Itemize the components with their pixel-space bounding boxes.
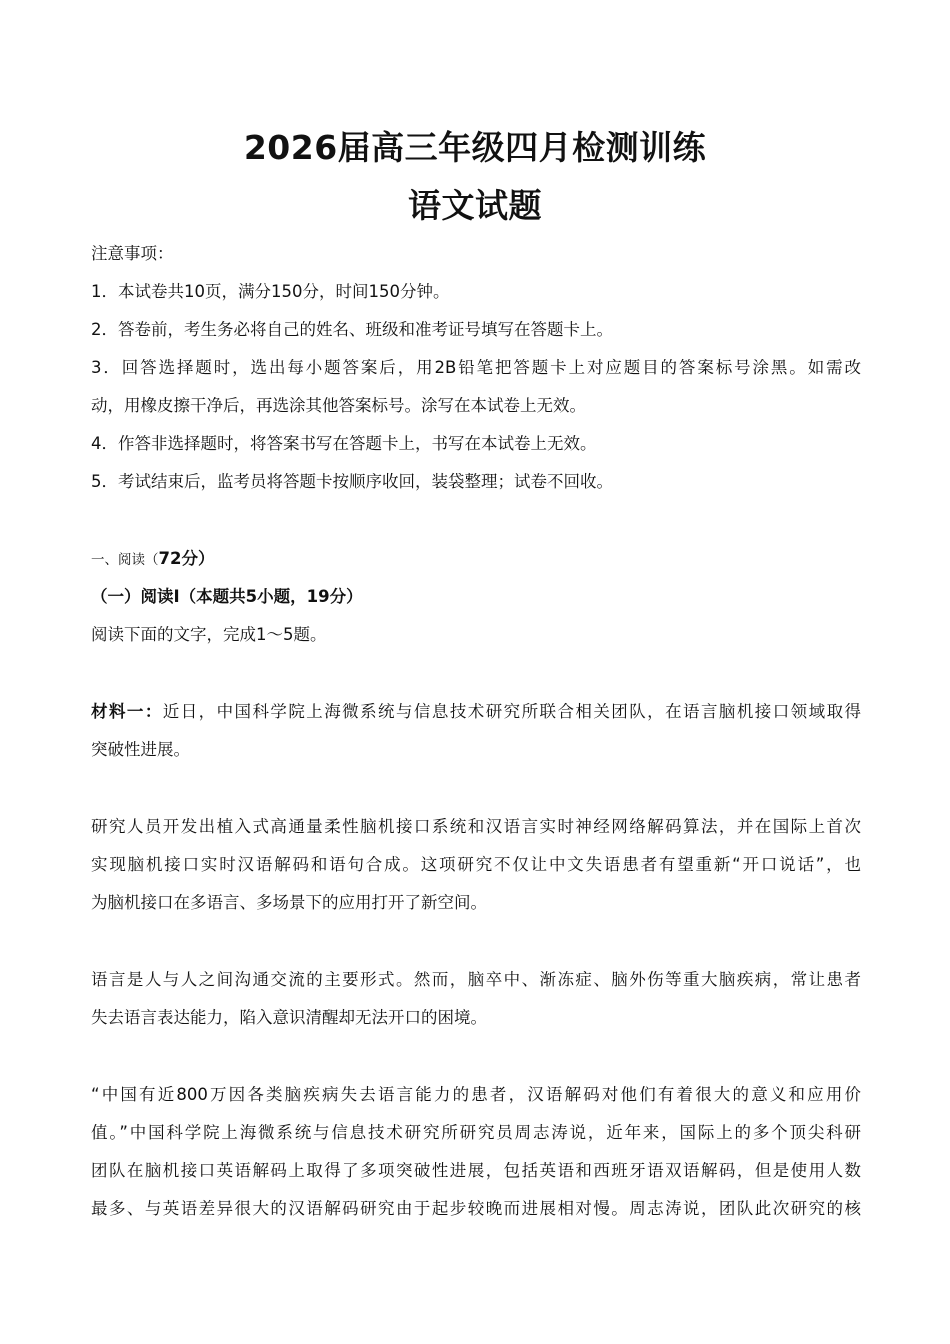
section-points: 72分） bbox=[158, 549, 215, 568]
exam-subject-title: 语文试题 bbox=[408, 186, 542, 225]
material-line: 最多、与英语差异很大的汉语解码研究由于起步较晚而进展相对慢。周志涛说，团队此次研究的核 bbox=[91, 1199, 861, 1218]
section-label: 一、阅读（ bbox=[91, 552, 159, 568]
material-line: 语言是人与人之间沟通交流的主要形式。然而，脑卒中、渐冻症、脑外伤等重大脑疾病，常让患者 bbox=[91, 970, 861, 989]
note-item-5: 5．考试结束后，监考员将答题卡按顺序收回，装袋整理；试卷不回收。 bbox=[91, 472, 613, 491]
note-item-3-continued: 动，用橡皮擦干净后，再选涂其他答案标号。涂写在本试卷上无效。 bbox=[91, 396, 586, 415]
material-line: 实现脑机接口实时汉语解码和语句合成。这项研究不仅让中文失语患者有望重新“开口说话”，也 bbox=[91, 855, 861, 874]
material-line: 失去语言表达能力，陷入意识清醒却无法开口的困境。 bbox=[91, 1008, 487, 1027]
material-line: 研究人员开发出植入式高通量柔性脑机接口系统和汉语言实时神经网络解码算法，并在国际上首次 bbox=[91, 817, 861, 836]
material-line: 为脑机接口在多语言、多场景下的应用打开了新空间。 bbox=[91, 893, 487, 912]
subsection-heading: （一）阅读Ⅰ（本题共5小题，19分） bbox=[91, 587, 363, 606]
exam-title: 2026届高三年级四月检测训练 bbox=[243, 128, 707, 167]
material-paragraph-1 bbox=[91, 701, 861, 723]
note-item-2: 2．答卷前，考生务必将自己的姓名、班级和准考证号填写在答题卡上。 bbox=[91, 320, 613, 339]
material-line: 突破性进展。 bbox=[91, 740, 190, 759]
note-item-3: 3．回答选择题时，选出每小题答案后，用2B铅笔把答题卡上对应题目的答案标号涂黑。如需改 bbox=[91, 358, 861, 377]
material-line: 近日，中国科学院上海微系统与信息技术研究所联合相关团队，在语言脑机接口领域取得 bbox=[162, 702, 862, 721]
note-item-4: 4．作答非选择题时，将答案书写在答题卡上，书写在本试卷上无效。 bbox=[91, 434, 597, 453]
notes-heading: 注意事项： bbox=[91, 244, 174, 263]
material-line: 团队在脑机接口英语解码上取得了多项突破性进展，包括英语和西班牙语双语解码，但是使用人数 bbox=[91, 1161, 861, 1180]
material-line: 值。”中国科学院上海微系统与信息技术研究所研究员周志涛说，近年来，国际上的多个顶尖科研 bbox=[91, 1123, 861, 1142]
section-heading bbox=[91, 548, 861, 571]
material-label: 材料一： bbox=[91, 702, 163, 721]
reading-instruction: 阅读下面的文字，完成1～5题。 bbox=[91, 625, 327, 644]
material-line: “中国有近800万因各类脑疾病失去语言能力的患者，汉语解码对他们有着很大的意义和应用价 bbox=[91, 1085, 861, 1104]
note-item-1: 1．本试卷共10页，满分150分，时间150分钟。 bbox=[91, 282, 450, 301]
